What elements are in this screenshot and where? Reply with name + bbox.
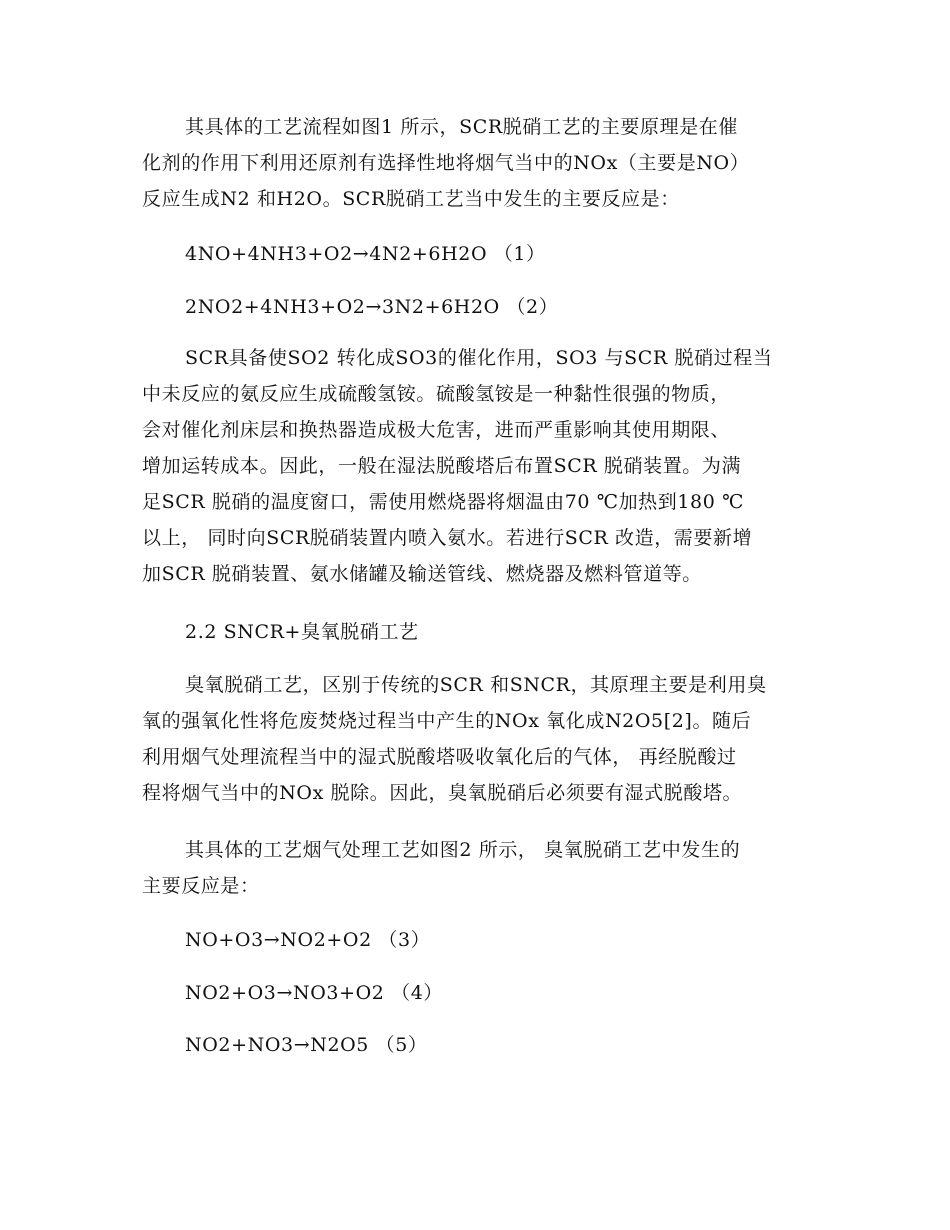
section-heading-text: 2.2 SNCR+臭氧脱硝工艺 — [185, 621, 419, 643]
paragraph-scr-principle — [142, 109, 812, 217]
equation-5 — [142, 1027, 812, 1063]
equation-3 — [142, 922, 812, 958]
text-line: SCR具备使SO2 转化成SO3的催化作用，SO3 与SCR 脱硝过程当 — [185, 347, 773, 369]
equation-1 — [142, 236, 812, 272]
paragraph-ozone-principle — [142, 667, 812, 811]
text-line: 臭氧脱硝工艺，区别于传统的SCR 和SNCR，其原理主要是利用臭 — [185, 674, 767, 696]
text-line: 增加运转成本。因此，一般在湿法脱酸塔后布置SCR 脱硝装置。为满 — [142, 455, 742, 477]
paragraph-ozone-process — [142, 832, 812, 904]
equation-text: NO2+NO3→N2O5 （5） — [185, 1034, 428, 1056]
equation-text: 4NO+4NH3+O2→4N2+6H2O （1） — [185, 243, 546, 265]
text-line: 程将烟气当中的NOx 脱除。因此，臭氧脱硝后必须要有湿式脱酸塔。 — [142, 782, 743, 804]
text-line: 利用烟气处理流程当中的湿式脱酸塔吸收氧化后的气体， 再经脱酸过 — [142, 746, 737, 768]
equation-text: NO2+O3→NO3+O2 （4） — [185, 982, 443, 1004]
text-line: 反应生成N2 和H2O。SCR脱硝工艺当中发生的主要反应是： — [142, 188, 680, 210]
equation-4 — [142, 975, 812, 1011]
text-line: 化剂的作用下利用还原剂有选择性地将烟气当中的NOx（主要是NO） — [142, 152, 750, 174]
equation-2 — [142, 289, 812, 325]
text-line: 氧的强氧化性将危废焚烧过程当中产生的NOx 氧化成N2O5[2]。随后 — [142, 710, 752, 732]
text-line: 主要反应是： — [142, 875, 260, 897]
text-line: 加SCR 脱硝装置、氨水储罐及输送管线、燃烧器及燃料管道等。 — [142, 563, 702, 585]
text-line: 其具体的工艺流程如图1 所示，SCR脱硝工艺的主要原理是在催 — [185, 116, 738, 138]
equation-text: 2NO2+4NH3+O2→3N2+6H2O （2） — [185, 296, 559, 318]
text-line: 中未反应的氨反应生成硫酸氢铵。硫酸氢铵是一种黏性很强的物质， — [142, 383, 731, 405]
text-line: 足SCR 脱硝的温度窗口，需使用燃烧器将烟温由70 ℃加热到180 ℃ — [142, 491, 744, 513]
section-heading — [142, 614, 812, 650]
equation-text: NO+O3→NO2+O2 （3） — [185, 929, 431, 951]
text-line: 以上， 同时向SCR脱硝装置内喷入氨水。若进行SCR 改造，需要新增 — [142, 527, 753, 549]
text-line: 其具体的工艺烟气处理工艺如图2 所示， 臭氧脱硝工艺中发生的 — [185, 839, 741, 861]
paragraph-scr-so3 — [142, 340, 812, 592]
text-line: 会对催化剂床层和换热器造成极大危害，进而严重影响其使用期限、 — [142, 419, 731, 441]
